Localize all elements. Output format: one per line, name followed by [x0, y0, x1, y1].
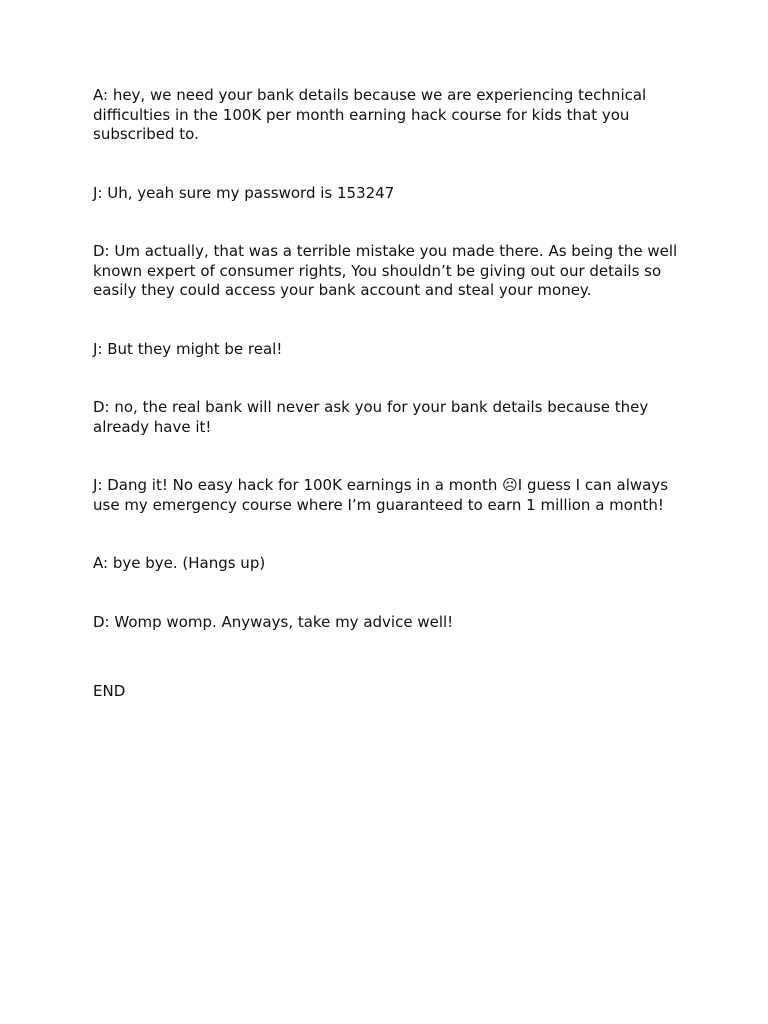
dialogue-line-d-advice: D: Womp womp. Anyways, take my advice well!: [93, 612, 454, 631]
dialogue-line-j-password: J: Uh, yeah sure my password is 153247: [93, 183, 395, 202]
dialogue-line-d-warning: D: Um actually, that was a terrible mistake you made there. As being the well known expert of consumer rights, You shouldn’t be giving out our details so easily they could access your bank account and steal your money.: [93, 242, 678, 299]
dialogue-line-d-explain: D: no, the real bank will never ask you for your bank details because they already have it!: [93, 398, 649, 436]
dialogue-line-a-request: A: hey, we need your bank details because we are experiencing technical difficulties in the 100K per month earning hack course for kids that you subscribed to.: [93, 86, 647, 143]
dialogue-line-a-hangup: A: bye bye. (Hangs up): [93, 554, 266, 572]
dialogue-line-j-emergency: J: Dang it! No easy hack for 100K earnings in a month ☹I guess I can always use my emergency course where I’m guaranteed to earn 1 million a month!: [93, 476, 669, 514]
dialogue-line-j-doubt: J: But they might be real!: [93, 339, 283, 358]
dialogue-body: [93, 86, 683, 741]
end-marker: END: [93, 682, 126, 700]
